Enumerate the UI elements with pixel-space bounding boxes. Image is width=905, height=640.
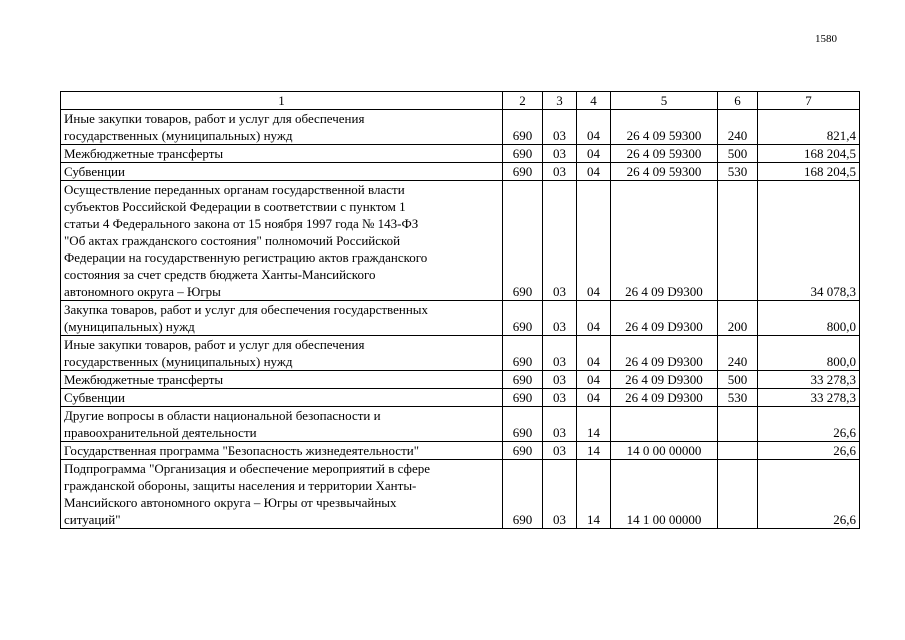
column-header: 4 [577,92,611,110]
row-section: 03 [543,110,577,145]
row-target-article: 26 4 09 59300 [611,110,718,145]
row-target-article: 26 4 09 D9300 [611,301,718,336]
row-name: Закупка товаров, работ и услуг для обеспечения государственных (муниципальных) нужд [61,301,503,336]
row-section: 03 [543,389,577,407]
table-row [61,336,860,371]
table-row [61,407,860,442]
row-section: 03 [543,460,577,529]
row-amount: 821,4 [758,110,860,145]
row-section: 03 [543,163,577,181]
table-row [61,460,860,529]
row-target-article: 26 4 09 59300 [611,145,718,163]
row-expense-type: 500 [718,371,758,389]
row-expense-type: 240 [718,336,758,371]
row-name: Осуществление переданных органам государственной власти субъектов Российской Федерации в соответствии с пунктом 1 статьи 4 Федерального закона от 15 ноября 1997 года № 143-ФЗ "Об актах гражданского состояния" полномочий Российской Федерации на государственную регистрацию актов гражданского состояния за счет средств бюджета Ханты-Мансийского автономного округа – Югры [61,181,503,301]
row-section: 03 [543,181,577,301]
row-section: 03 [543,371,577,389]
column-header: 5 [611,92,718,110]
row-target-article: 14 1 00 00000 [611,460,718,529]
row-admin-code: 690 [503,301,543,336]
row-name: Субвенции [61,163,503,181]
row-subsection: 04 [577,181,611,301]
row-admin-code: 690 [503,389,543,407]
row-subsection: 14 [577,442,611,460]
row-subsection: 04 [577,163,611,181]
row-admin-code: 690 [503,110,543,145]
row-expense-type: 530 [718,389,758,407]
row-target-article: 26 4 09 D9300 [611,389,718,407]
column-header: 6 [718,92,758,110]
budget-table [60,91,860,529]
row-subsection: 04 [577,301,611,336]
row-section: 03 [543,442,577,460]
row-name: Другие вопросы в области национальной безопасности и правоохранительной деятельности [61,407,503,442]
row-name: Иные закупки товаров, работ и услуг для обеспечения государственных (муниципальных) нужд [61,336,503,371]
row-section: 03 [543,301,577,336]
row-amount: 26,6 [758,460,860,529]
row-admin-code: 690 [503,181,543,301]
table-row [61,301,860,336]
row-admin-code: 690 [503,407,543,442]
table-row [61,442,860,460]
table-row [61,110,860,145]
page-number: 1580 [815,33,837,45]
row-amount: 26,6 [758,442,860,460]
row-expense-type [718,407,758,442]
row-expense-type [718,181,758,301]
row-subsection: 04 [577,110,611,145]
column-header: 7 [758,92,860,110]
row-amount: 34 078,3 [758,181,860,301]
row-expense-type: 530 [718,163,758,181]
row-subsection: 14 [577,460,611,529]
row-expense-type [718,460,758,529]
row-amount: 800,0 [758,336,860,371]
row-expense-type [718,442,758,460]
row-expense-type: 240 [718,110,758,145]
row-subsection: 04 [577,145,611,163]
row-name: Государственная программа "Безопасность жизнедеятельности" [61,442,503,460]
table-row [61,371,860,389]
row-name: Подпрограмма "Организация и обеспечение мероприятий в сфере гражданской обороны, защиты населения и территории Ханты- Мансийского автономного округа – Югры от чрезвычайных ситуаций" [61,460,503,529]
row-subsection: 04 [577,336,611,371]
row-section: 03 [543,336,577,371]
row-section: 03 [543,407,577,442]
row-amount: 33 278,3 [758,389,860,407]
row-target-article: 14 0 00 00000 [611,442,718,460]
table-row [61,145,860,163]
row-target-article: 26 4 09 D9300 [611,336,718,371]
row-admin-code: 690 [503,442,543,460]
row-amount: 168 204,5 [758,163,860,181]
row-expense-type: 500 [718,145,758,163]
row-admin-code: 690 [503,371,543,389]
row-admin-code: 690 [503,336,543,371]
row-expense-type: 200 [718,301,758,336]
row-admin-code: 690 [503,163,543,181]
table-row [61,163,860,181]
table-row [61,389,860,407]
table-row [61,181,860,301]
row-amount: 33 278,3 [758,371,860,389]
row-section: 03 [543,145,577,163]
column-header: 1 [61,92,503,110]
row-amount: 800,0 [758,301,860,336]
row-target-article: 26 4 09 D9300 [611,181,718,301]
row-name: Иные закупки товаров, работ и услуг для обеспечения государственных (муниципальных) нужд [61,110,503,145]
row-subsection: 14 [577,407,611,442]
row-target-article: 26 4 09 59300 [611,163,718,181]
row-admin-code: 690 [503,460,543,529]
table-header-row [61,92,860,110]
row-target-article: 26 4 09 D9300 [611,371,718,389]
column-header: 2 [503,92,543,110]
row-name: Субвенции [61,389,503,407]
row-amount: 168 204,5 [758,145,860,163]
row-subsection: 04 [577,371,611,389]
row-name: Межбюджетные трансферты [61,145,503,163]
row-admin-code: 690 [503,145,543,163]
row-name: Межбюджетные трансферты [61,371,503,389]
row-target-article [611,407,718,442]
row-amount: 26,6 [758,407,860,442]
row-subsection: 04 [577,389,611,407]
column-header: 3 [543,92,577,110]
